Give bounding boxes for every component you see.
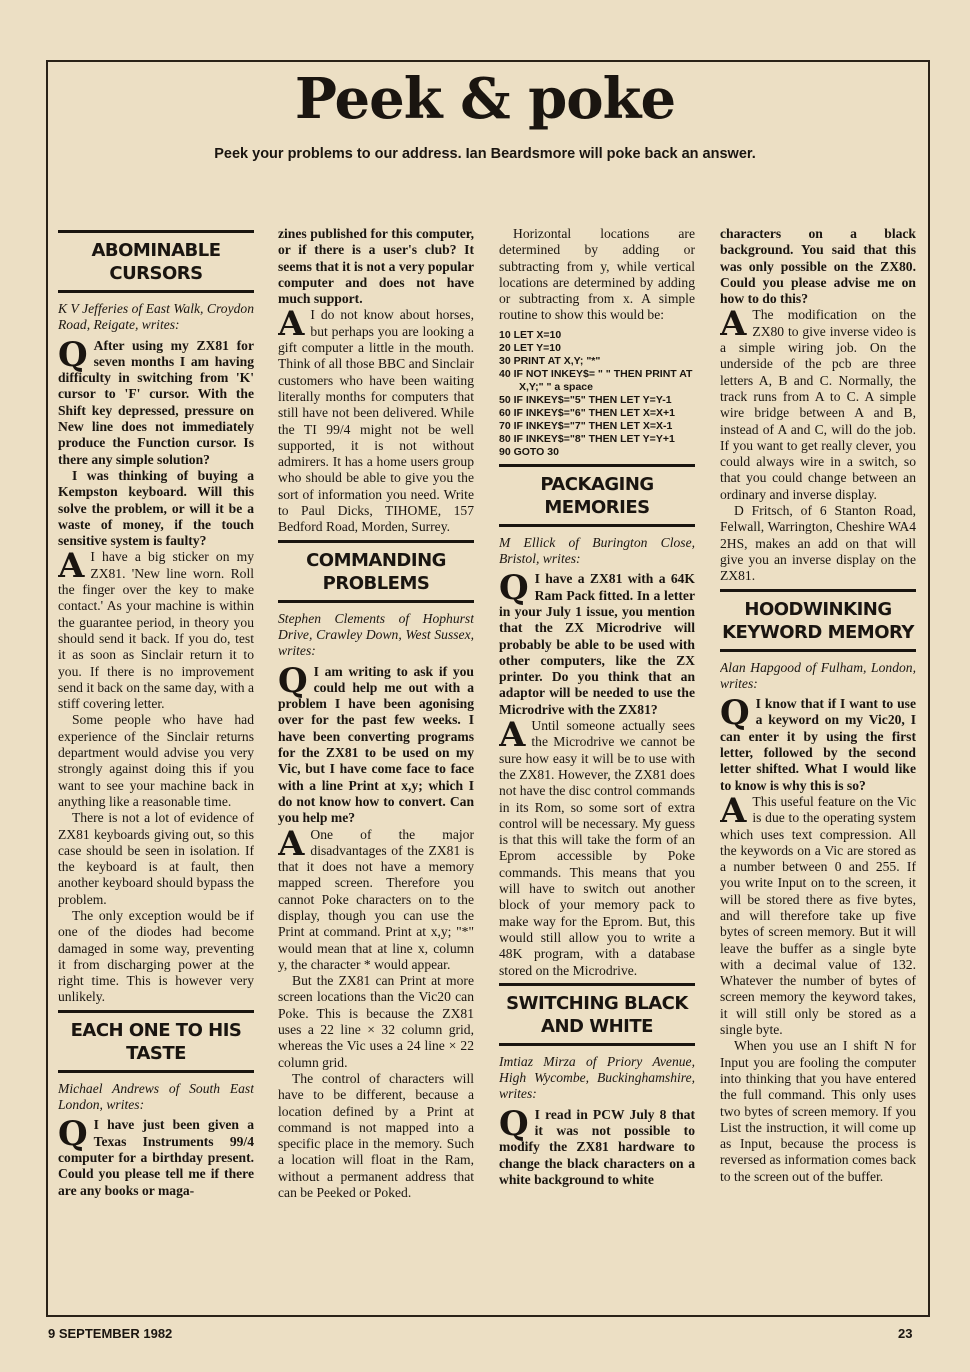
question: Q I have just been given a Texas Instruments 99/4 computer for a birthday present. Could you please tell me if there are any books or maga- xyxy=(58,1114,254,1198)
question: Q I am writing to ask if you could help me out with a problem I have been agonising over for the past few weeks. I have been converting programs for the ZX81 to be used on my Vic, but I have come face to face with a line Print at x,y; which I do not know how to convert. Can you help me? xyxy=(278,660,474,826)
q-dropcap: Q xyxy=(58,334,88,375)
answer: A One of the major disadvantages of the ZX81 is that it does not have a memory mapped screen. Therefore you cannot Poke characters on to the display, though you can use the Print at command. Print at x,y; "*" would mean that at line x, column y, the character * would appear. xyxy=(278,823,474,972)
question: I was thinking of buying a Kempston keyboard. Will this solve the problem, or will it be a waste of money, if the touch sensitive system is faulty? xyxy=(58,467,254,549)
footer-page-number: 23 xyxy=(898,1326,913,1341)
question: Q I have a ZX81 with a 64K Ram Pack fitted. In a letter in your July 1 issue, you mention that the ZX Microdrive will probably be able to be used with other computers, like the ZX printer. Do you think that an adaptor will be needed to use the Microdrive with the ZX81? xyxy=(499,568,695,717)
byline: K V Jefferies of East Walk, Croydon Road, Reigate, writes: xyxy=(58,301,254,333)
answer-paragraph: D Fritsch, of 6 Stanton Road, Felwall, Warrington, Cheshire WA4 2HS, makes an add on that will give you an inverse display on the ZX81. xyxy=(720,503,916,584)
answer-paragraph: The only exception would be if one of the diodes had become damaged in some way, preventing it from discharging power at the right time. This is however very unlikely. xyxy=(58,907,254,1005)
answer: A I do not know about horses, but perhaps you are looking a gift computer a little in the mouth. Think of all those BBC and Sinclair customers who have been waiting literally months for computers that still have not been delivered. While the TI 99/4 might not be well supported, it is not without admirers. It has a home users group who should be able to give you the sort of information you need. Write to Paul Dicks, TIHOME, 157 Bedford Road, Morden, Surrey. xyxy=(278,304,474,535)
answer-paragraph: But the ZX81 can Print at more screen locations than the Vic20 can Poke. This is because the ZX81 uses a 22 line × 32 column grid, whereas the Vic uses a 24 line × 22 column grid. xyxy=(278,973,474,1070)
a-dropcap: A xyxy=(278,304,305,345)
code-line: 40 IF NOT INKEY$= " " THEN PRINT AT X,Y;" " a space xyxy=(499,367,693,393)
footer-date: 9 SEPTEMBER 1982 xyxy=(48,1326,173,1341)
byline: Michael Andrews of South East London, writes: xyxy=(58,1080,254,1113)
answer: A This useful feature on the Vic is due to the operating system which uses text compression. All the keywords on a Vic are stored as a number between 0 and 255. If you write Input on to the screen, it will be stored there as five bytes, and will therefore take up five bytes of screen memory. But it will leave the buffer as a single byte with a decimal value of 132. Whatever the number of bytes of screen memory the keyword takes, it will still only be stored as a single byte. xyxy=(720,790,916,1038)
byline: M Ellick of Burington Close, Bristol, writes: xyxy=(499,534,695,567)
a-dropcap: A xyxy=(720,790,747,831)
a-dropcap: A xyxy=(720,304,747,345)
column-1 xyxy=(58,226,254,1199)
heading-packaging-memories: PACKAGING MEMORIES xyxy=(499,464,695,527)
page-title: Peek & poke xyxy=(294,66,676,132)
code-line: 70 IF INKEY$="7" THEN LET X=X-1 xyxy=(499,419,673,432)
column-2 xyxy=(278,226,474,1201)
column-3 xyxy=(499,226,695,1188)
code-line: 90 GOTO 30 xyxy=(499,445,559,458)
code-line: 60 IF INKEY$="6" THEN LET X=X+1 xyxy=(499,406,675,419)
code-line: 20 LET Y=10 xyxy=(499,341,561,354)
heading-switching-black-and-white: SWITCHING BLACK AND WHITE xyxy=(499,983,695,1046)
column-4 xyxy=(720,226,916,1185)
a-dropcap: A xyxy=(278,823,305,864)
question: Q After using my ZX81 for seven months I am having difficulty in switching from 'K' cursor to 'F' cursor. With the Shift key depressed, pressure on New line does not immediately produce the Function cursor. Is there any simple solution? xyxy=(58,334,254,467)
code-line: 10 LET X=10 xyxy=(499,328,562,341)
basic-code-listing xyxy=(499,329,695,459)
answer-paragraph: The control of characters will have to be different, because a location defined by a Print at command is not mapped into a specific place in the memory. Such a location will float in the Ram, without a permanent address that can be Peeked or Poked. xyxy=(278,1070,474,1201)
answer-paragraph: When you use an I shift N for Input you are fooling the computer into thinking that you have entered the full command. This only uses two bytes of screen memory. If you List the instruction, it will come up as Input, because the process is reversed as information comes back to the screen out of the buffer. xyxy=(720,1038,916,1184)
answer: A Until someone actually sees the Microdrive we cannot be sure how easy it will be to use with the ZX81. However, the ZX81 does not have the disc control commands in its Rom, so some sort of extra control will be necessary. My guess is that this will take the form of an Eprom accessible by Poke commands. This means that you will have to switch out another block of your memory pack to make way for the Eprom. But, this would still allow you to write a 48K program, with a database stored on the Microdrive. xyxy=(499,715,695,978)
question-continued: zines published for this computer, or if there is a user's club? It seems that it is not a very popular computer and does not have much support. xyxy=(278,226,474,307)
heading-each-one-to-his-taste: EACH ONE TO HIS TASTE xyxy=(58,1010,254,1073)
a-dropcap: A xyxy=(58,546,85,587)
question: Q I know that if I want to use a keyword on my Vic20, I can enter it by using the first letter, followed by the second letter shifted. What I would like to know is why this is so? xyxy=(720,693,916,793)
code-line: 80 IF INKEY$="8" THEN LET Y=Y+1 xyxy=(499,432,675,445)
byline: Stephen Clements of Hophurst Drive, Crawley Down, West Sussex, writes: xyxy=(278,610,474,659)
heading-commanding-problems: COMMANDING PROBLEMS xyxy=(278,540,474,603)
answer-paragraph: Some people who have had experience of the Sinclair returns department would advise you very strongly against doing this if you want to see your machine back in anything like a reasonable time. xyxy=(58,712,254,809)
q-dropcap: Q xyxy=(720,693,750,734)
code-line: 30 PRINT AT X,Y; "*" xyxy=(499,354,601,367)
answer: A I have a big sticker on my ZX81. 'New line worn. Roll the finger over the key to make contact.' As your machine is within the guarantee period, in theory you should send it back. If you do, test it as soon as Sinclair return it to you. If there is no improvement send it back on the same day, with a stiff covering letter. xyxy=(58,546,254,712)
a-dropcap: A xyxy=(499,715,526,756)
q-dropcap: Q xyxy=(499,568,529,609)
answer: A The modification on the ZX80 to give inverse video is a simple wiring job. On the underside of the pcb are three letters A, B and C. Normally, the track runs from A to C. A simple wire bridge between A and B, instead of A and C, will do the job. If you want to get really clever, you could always wire in a switch, so that you could change between an ordinary and inverse display. xyxy=(720,304,916,502)
heading-hoodwinking-keyword-memory: HOODWINKING KEYWORD MEMORY xyxy=(720,589,916,652)
byline: Imtiaz Mirza of Priory Avenue, High Wycombe, Buckinghamshire, writes: xyxy=(499,1053,695,1102)
heading-abominable-cursors: ABOMINABLE CURSORS xyxy=(58,230,254,293)
code-line: 50 IF INKEY$="5" THEN LET Y=Y-1 xyxy=(499,393,672,406)
q-dropcap: Q xyxy=(278,660,308,701)
answer-paragraph: There is not a lot of evidence of ZX81 keyboards giving out, so this case should be seen in isolation. If the keyboard is at fault, then another keyboard should bypass the problem. xyxy=(58,810,254,907)
question-continued: characters on a black background. You said that this was only possible on the ZX80. Could you please advise me on how to do this? xyxy=(720,226,916,307)
question: Q I read in PCW July 8 that it was not possible to modify the ZX81 hardware to change the black characters on a white background to white xyxy=(499,1103,695,1187)
answer-paragraph: Horizontal locations are determined by adding or subtracting from y, while vertical locations are determined by adding or subtracting from x. A simple routine to show this would be: xyxy=(499,226,695,323)
q-dropcap: Q xyxy=(58,1114,88,1155)
page-subtitle: Peek your problems to our address. Ian Beardsmore will poke back an answer. xyxy=(214,146,756,162)
q-dropcap: Q xyxy=(499,1103,529,1144)
byline: Alan Hapgood of Fulham, London, writes: xyxy=(720,659,916,691)
